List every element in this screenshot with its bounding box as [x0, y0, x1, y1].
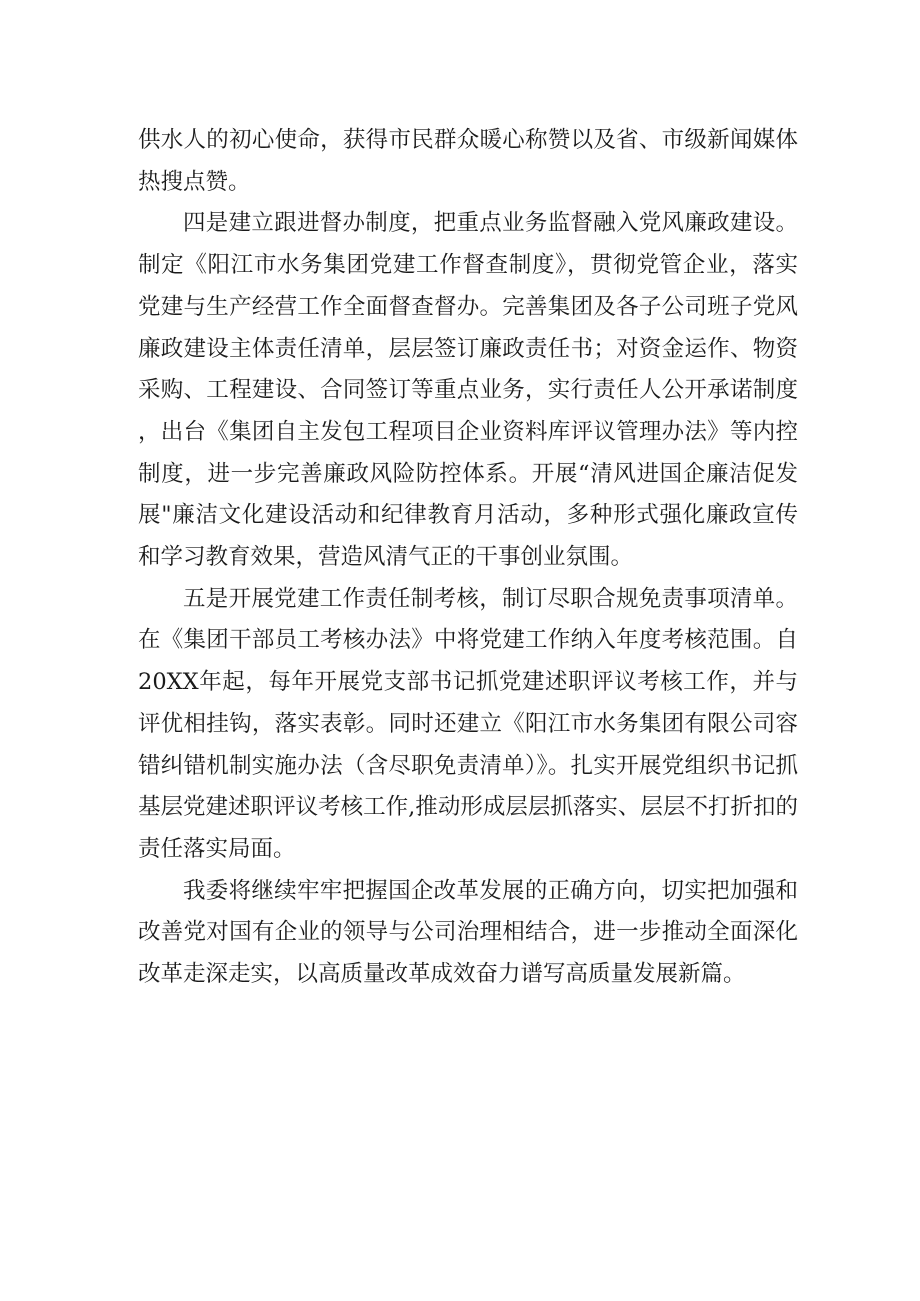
- document-body: [138, 120, 798, 996]
- paragraph-item-five: 五是开展党建工作责任制考核，制订尽职合规免责事项清单。在《集团干部员工考核办法》中将党建工作纳入年度考核范围。自20XX年起，每年开展党支部书记抓党建述职评议考核工作，并与评优相挂钩，落实表彰。同时还建立《阳江市水务集团有限公司容错纠错机制实施办法（含尽职免责清单）》。扎实开展党组织书记抓基层党建述职评议考核工作,推动形成层层抓落实、层层不打折扣的责任落实局面。: [138, 585, 798, 862]
- paragraph-item-four: 四是建立跟进督办制度，把重点业务监督融入党风廉政建设。制定《阳江市水务集团党建工作督查制度》，贯彻党管企业，落实党建与生产经营工作全面督查督办。完善集团及各子公司班子党风廉政建设主体责任清单，层层签订廉政责任书；对资金运作、物资采购、工程建设、合同签订等重点业务，实行责任人公开承诺制度，出台《集团自主发包工程项目企业资料库评议管理办法》等内控制度，进一步完善廉政风险防控体系。开展“清风进国企廉洁促发展"廉洁文化建设活动和纪律教育月活动，多种形式强化廉政宣传和学习教育效果，营造风清气正的干事创业氛围。: [138, 210, 798, 571]
- paragraph-intro: 供水人的初心使命，获得市民群众暖心称赞以及省、市级新闻媒体热搜点赞。: [138, 127, 798, 195]
- paragraph-conclusion: 我委将继续牢牢把握国企改革发展的正确方向，切实把加强和改善党对国有企业的领导与公司治理相结合，进一步推动全面深化改革走深走实，以高质量改革成效奋力谱写高质量发展新篇。: [138, 877, 798, 988]
